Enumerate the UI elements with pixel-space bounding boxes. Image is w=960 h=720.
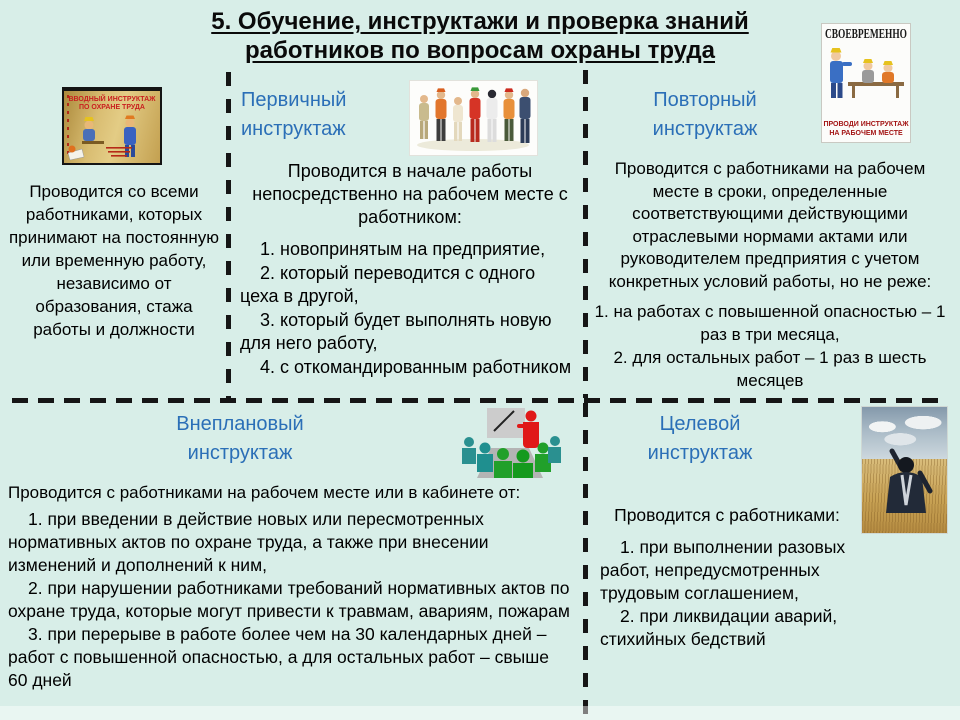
cover-title-line2: ПО ОХРАНЕ ТРУДА — [79, 104, 145, 111]
vneplanovyy-item-1: 1. при введении в действие новых или пересмотренных нормативных актов по охране труда, а также при внесении изменений и дополнений к ним, — [8, 509, 489, 575]
cover-title — [64, 96, 160, 112]
heading-vneplanovyy-line1: Внеплановый — [176, 413, 304, 435]
classroom-training-icon — [459, 406, 561, 478]
tselevoy-item-2: 2. при ликвидации аварий, стихийных бедствий — [600, 606, 838, 649]
photo-person — [862, 407, 947, 533]
cover-workers-illustration — [64, 115, 160, 161]
vneplanovyy-intro: Проводится с работниками на рабочем месте или в кабинете от: — [8, 483, 521, 502]
vneplanovyy-item-3: 3. при перерыве в работе более чем на 30 календарных дней – работ с повышенной опасностью, а для остальных работ – свыше 60 дней — [8, 624, 549, 690]
heading-tselevoy — [600, 410, 800, 468]
pervichnyy-item-1: 1. новопринятым на предприятие, — [260, 239, 546, 259]
vneplanovyy-item-2: 2. при нарушении работниками требований нормативных актов по охране труда, которые могут привести к травмам, авариям, пожарам — [8, 578, 570, 621]
heading-pervichnyy — [241, 86, 421, 144]
heading-povtornyy-line2: инструктаж — [652, 118, 758, 140]
povtornyy-intro: Проводится с работниками на рабочем месте в сроки, определенные соответствующими действующими отраслевыми нормами актами или руководителем предприятия с учетом конкретных условий работы, но не реже: — [608, 159, 932, 291]
heading-tselevoy-line1: Целевой — [659, 413, 741, 435]
poster-bottom-line2: НА РАБОЧЕМ МЕСТЕ — [829, 130, 903, 137]
workers-group-image — [410, 81, 537, 155]
workers-illustration — [410, 81, 537, 155]
povtornyy-item-2: 2. для остальных работ – 1 раз в шесть месяцев — [613, 348, 927, 390]
vvodnyy-body-text: Проводится со всеми работниками, которых принимают на постоянную или временную работу, независимо от образования, стажа работы и должности — [8, 182, 220, 339]
povtornyy-list — [592, 300, 948, 392]
heading-pervichnyy-line2: инструктаж — [241, 118, 346, 140]
tselevoy-list — [600, 536, 850, 651]
poster-bottom-line1: ПРОВОДИ ИНСТРУКТАЖ — [823, 121, 909, 128]
cover-title-line1: ВВОДНЫЙ ИНСТРУКТАЖ — [68, 96, 156, 103]
poster-bottom-text — [822, 120, 910, 138]
page-title-line1: 5. Обучение, инструктажи и проверка знаний — [211, 8, 749, 35]
heading-pervichnyy-line1: Первичный — [241, 89, 347, 111]
pervichnyy-item-2: 2. который переводится с одного цеха в другой, — [240, 262, 536, 306]
heading-povtornyy-line1: Повторный — [653, 89, 757, 111]
vneplanovyy-list — [8, 508, 573, 692]
pervichnyy-intro: Проводится в начале работы непосредственно на рабочем месте с работником: — [252, 161, 568, 227]
divider-vertical-left — [226, 72, 231, 398]
classroom-illustration — [459, 406, 561, 478]
page-title — [0, 7, 960, 65]
vvodnyy-instruktazh-cover-image — [62, 87, 162, 165]
page-title-line2: работников по вопросам охраны труда — [244, 37, 715, 64]
tselevoy-item-1: 1. при выполнении разовых работ, непредусмотренных трудовым соглашением, — [600, 537, 846, 603]
heading-tselevoy-line2: инструктаж — [647, 442, 753, 464]
pervichnyy-item-4: 4. с откомандированным работником — [260, 356, 572, 377]
poster-top-text: СВОЕВРЕМЕННО — [824, 27, 907, 43]
povtornyy-poster-image — [822, 24, 910, 142]
pervichnyy-item-3: 3. который будет выполнять новую для него работу, — [240, 309, 552, 353]
slide-bottom-edge — [0, 706, 960, 720]
tselevoy-intro: Проводится с работниками: — [614, 505, 840, 525]
divider-vertical-right-bottom — [583, 403, 588, 715]
pervichnyy-list — [240, 238, 572, 379]
heading-vneplanovyy-line2: инструктаж — [187, 442, 293, 464]
field-worker-photo — [862, 407, 947, 533]
povtornyy-item-1: 1. на работах с повышенной опасностью – 1 раз в три месяца, — [594, 302, 946, 344]
heading-vneplanovyy — [30, 410, 450, 468]
heading-povtornyy — [600, 86, 810, 144]
divider-horizontal — [12, 398, 948, 403]
divider-vertical-right-top — [583, 70, 588, 398]
poster-illustration — [822, 44, 910, 100]
